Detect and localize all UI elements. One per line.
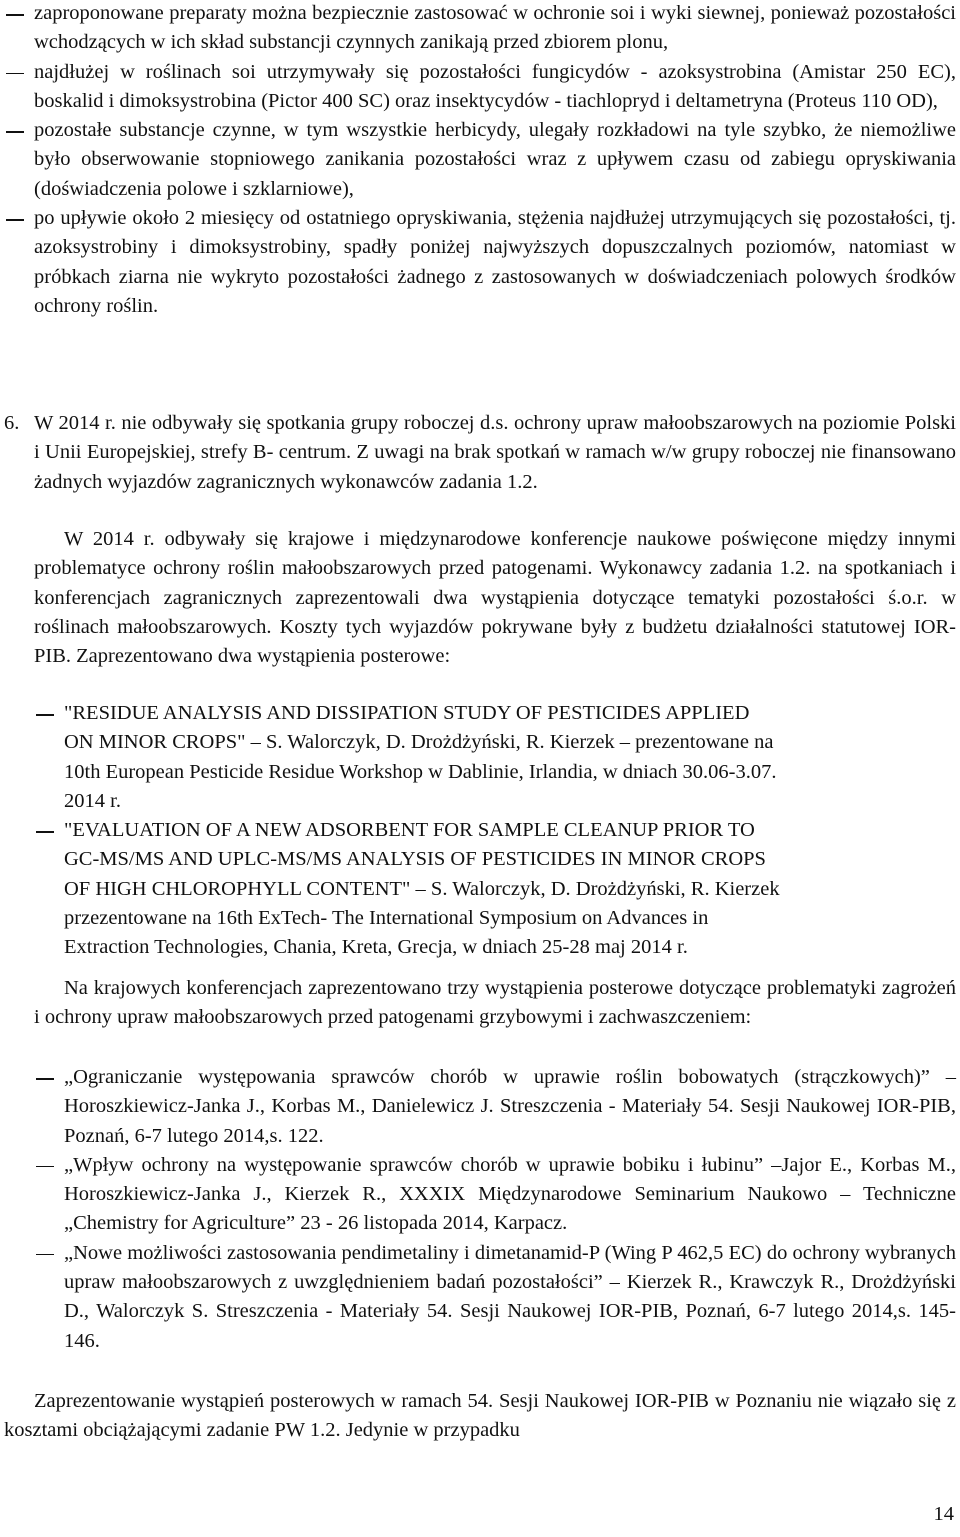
list-item bbox=[0, 1063, 960, 1151]
poster-item bbox=[0, 816, 960, 962]
section-6 bbox=[0, 409, 960, 497]
conclusions-list bbox=[0, 0, 960, 321]
poster-line: przezentowane na 16th ExTech- The International Symposium on Advances in bbox=[64, 907, 709, 930]
poster-line: "EVALUATION OF A NEW ADSORBENT FOR SAMPLE CLEANUP PRIOR TO bbox=[64, 819, 755, 842]
section-6-continued bbox=[0, 525, 960, 671]
poster-line: Extraction Technologies, Chania, Kreta, Grecja, w dniach 25-28 maj 2014 r. bbox=[64, 936, 688, 959]
list-item bbox=[0, 116, 960, 204]
poster-line: GC-MS/MS AND UPLC-MS/MS ANALYSIS OF PESTICIDES IN MINOR CROPS bbox=[64, 848, 766, 871]
poster-line: "RESIDUE ANALYSIS AND DISSIPATION STUDY OF PESTICIDES APPLIED bbox=[64, 702, 750, 724]
poster-line: OF HIGH CHLOROPHYLL CONTENT" – S. Walorczyk, D. Drożdżyński, R. Kierzek bbox=[64, 877, 780, 900]
list-item bbox=[0, 1239, 960, 1356]
list-item-text: pozostałe substancje czynne, w tym wszystkie herbicydy, ulegały rozkładowi na tyle szybko, że niemożliwe było obserwowanie stopniowego zanikania pozostałości wraz z upływem czasu od zabiegu opryskiwania (doświadczenia polowe i szklarniowe), bbox=[34, 119, 956, 200]
domestic-conferences-intro: Na krajowych konferencjach zaprezentowano trzy wystąpienia posterowe dotyczące problematyki zagrożeń i ochrony upraw małoobszarowych przed patogenami grzybowymi i zachwaszczeniem: bbox=[34, 977, 956, 1029]
list-item-text: „Nowe możliwości zastosowania pendimetaliny i dimetanamid-P (Wing P 462,5 EC) do ochrony wybranych upraw małoobszarowych z uwzględnieniem badań pozostałości” – Kierzek R., Krawczyk R., Drożdżyński D., Walorczyk S. Streszczenia - Materiały 54. Sesji Naukowej IOR-PIB, Poznań, 6-7 lutego 2014,s. 145-146. bbox=[64, 1241, 956, 1352]
section-number: 6. bbox=[4, 412, 20, 434]
section-6-paragraph: W 2014 r. nie odbywały się spotkania grupy roboczej d.s. ochrony upraw małoobszarowych na poziomie Polski i Unii Europejskiej, strefy B- centrum. Z uwagi na brak spotkań w ramach w/w grupy roboczej nie finansowano żadnych wyjazdów zagranicznych wykonawców zadania 1.2. bbox=[34, 412, 956, 493]
list-item-text: zaproponowane preparaty można bezpiecznie zastosować w ochronie soi i wyki siewnej, ponieważ pozostałości wchodzących w ich skład substancji czynnych zanikają przed zbiorem plonu, bbox=[34, 2, 956, 54]
list-item bbox=[0, 204, 960, 321]
list-item-text: najdłużej w roślinach soi utrzymywały się pozostałości fungicydów - azoksystrobina (Amistar 250 EC), boskalid i dimoksystrobina (Pictor 400 SC) oraz insektycydów - tiachlopryd i deltametryna (Proteus 110 OD), bbox=[34, 60, 956, 112]
list-item bbox=[0, 58, 960, 117]
page-number: 14 bbox=[933, 1503, 954, 1525]
closing-section bbox=[0, 1387, 960, 1446]
closing-paragraph: Zaprezentowanie wystąpień posterowych w ramach 54. Sesji Naukowej IOR-PIB w Poznaniu nie wiązało się z kosztami obciążającymi zadanie PW 1.2. Jedynie w przypadku bbox=[4, 1390, 956, 1442]
poster-line: 10th European Pesticide Residue Workshop w Dablinie, Irlandia, w dniach 30.06-3.07. bbox=[64, 760, 777, 783]
domestic-conferences bbox=[0, 974, 960, 1033]
poster-line: 2014 r. bbox=[64, 789, 121, 812]
list-item bbox=[0, 0, 960, 58]
list-item bbox=[0, 1151, 960, 1239]
conferences-paragraph: W 2014 r. odbywały się krajowe i międzynarodowe konferencje naukowe poświęcone między innymi problematyce ochrony roślin małoobszarowych przed patogenami. Wykonawcy zadania 1.2. na spotkaniach i konferencjach zagranicznych zaprezentowali dwa wystąpienia dotyczące tematyki pozostałości ś.o.r. w roślinach małoobszarowych. Koszty tych wyjazdów pokrywane były z budżetu działalności statutowej IOR-PIB. Zaprezentowano dwa wystąpienia posterowe: bbox=[34, 528, 956, 668]
domestic-poster-list bbox=[0, 1063, 960, 1356]
poster-list bbox=[0, 699, 960, 963]
poster-line: ON MINOR CROPS" – S. Walorczyk, D. Drożdżyński, R. Kierzek – prezentowane na bbox=[64, 731, 774, 754]
list-item-text: „Ograniczanie występowania sprawców chorób w uprawie roślin bobowatych (strączkowych)” – Horoszkiewicz-Janka J., Korbas M., Danielewicz J. Streszczenia - Materiały 54. Sesji Naukowej IOR-PIB, Poznań, 6-7 lutego 2014,s. 122. bbox=[64, 1066, 956, 1147]
poster-item bbox=[0, 699, 960, 816]
list-item-text: po upływie około 2 miesięcy od ostatniego opryskiwania, stężenia najdłużej utrzymujących się pozostałości, tj. azoksystrobiny i dimoksystrobiny, spadły poniżej najwyższych dopuszczalnych poziomów, natomiast w próbkach ziarna nie wykryto pozostałości żadnego z zastosowanych w doświadczeniach polowych środków ochrony roślin. bbox=[34, 207, 956, 317]
list-item-text: „Wpływ ochrony na występowanie sprawców chorób w uprawie bobiku i łubinu” –Jajor E., Korbas M., Horoszkiewicz-Janka J., Kierzek R., XXXIX Międzynarodowe Seminarium Naukowo – Techniczne „Chemistry for Agriculture” 23 - 26 listopada 2014, Karpacz. bbox=[64, 1153, 956, 1235]
